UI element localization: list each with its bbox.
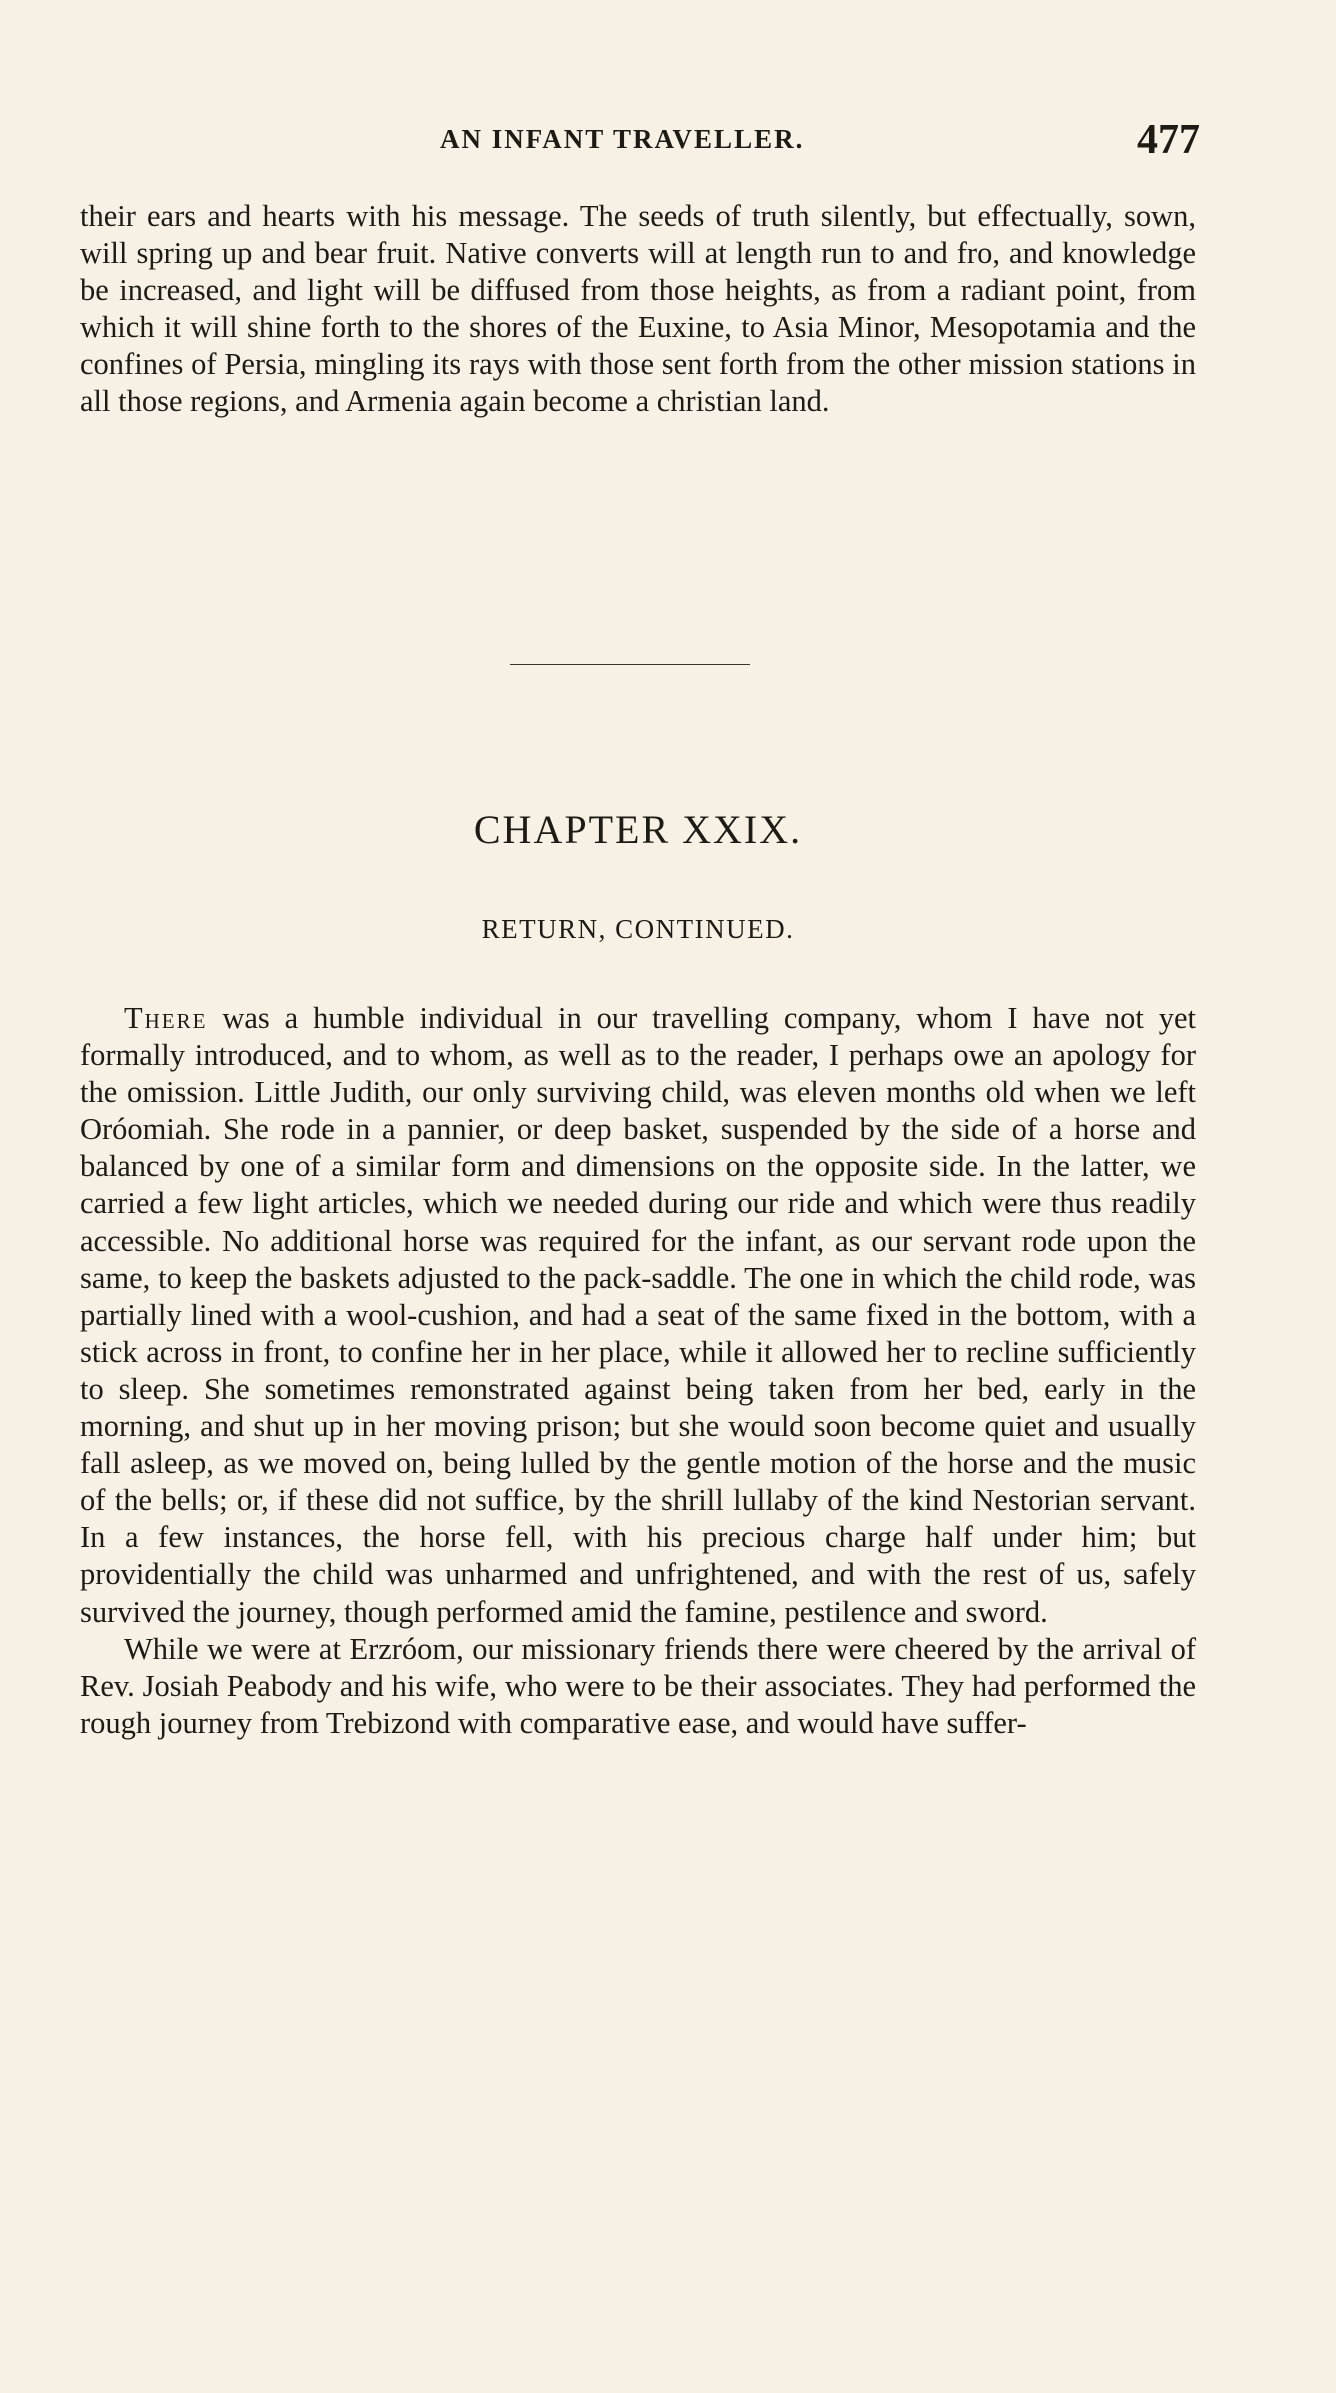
chapter-subtitle: RETURN, CONTINUED. — [481, 914, 795, 944]
section-divider — [510, 664, 750, 665]
continued-paragraph: their ears and hearts with his message. The seeds of truth silently, but effectually, sown, will spring up and bear fruit. Native converts will at length run to and fro, and knowledge be increased, and light will be diffused from those heights, as from a radiant point, from which it will shine forth to the shores of the Euxine, to Asia Minor, Mesopotamia and the confines of Persia, mingling its rays with those sent forth from the other mission stations in all those regions, and Armenia again become a christian land. — [80, 199, 1196, 419]
chapter-title: CHAPTER XXIX. — [473, 807, 803, 852]
page-number: 477 — [1137, 117, 1200, 163]
continued-paragraph-block — [80, 198, 1196, 421]
opening-word: There — [124, 1001, 208, 1035]
paragraph-1 — [80, 1000, 1196, 1631]
chapter-body — [80, 1000, 1196, 1742]
paragraph-1-text: was a humble individual in our travelling company, whom I have not yet formally introduced, and to whom, as well as to the reader, I perhaps owe an apology for the omission. Little Judith, our only surviving child, was eleven months old when we left Oróomiah. She rode in a pannier, or deep basket, suspended by the side of a horse and balanced by one of a similar form and dimensions on the opposite side. In the latter, we carried a few light articles, which we needed during our ride and which were thus readily accessible. No additional horse was required for the infant, as our servant rode upon the same, to keep the baskets adjusted to the pack-saddle. The one in which the child rode, was partially lined with a wool-cushion, and had a seat of the same fixed in the bottom, with a stick across in front, to confine her in her place, while it allowed her to recline sufficiently to sleep. She sometimes remonstrated against being taken from her bed, early in the morning, and shut up in her moving prison; but she would soon become quiet and usually fall asleep, as we moved on, being lulled by the gentle motion of the horse and the music of the bells; or, if these did not suffice, by the shrill lullaby of the kind Nestorian servant. In a few instances, the horse fell, with his precious charge half under him; but providentially the child was unharmed and unfrightened, and with the rest of us, safely survived the journey, though performed amid the famine, pestilence and sword. — [80, 1001, 1196, 1629]
running-head — [240, 117, 1200, 163]
running-title: AN INFANT TRAVELLER. — [440, 124, 805, 154]
paragraph-2: While we were at Erzróom, our missionary friends there were cheered by the arrival of Rev. Josiah Peabody and his wife, who were to be their associates. They had performed the rough journey from Trebizond with comparative ease, and would have suffer- — [80, 1631, 1196, 1740]
